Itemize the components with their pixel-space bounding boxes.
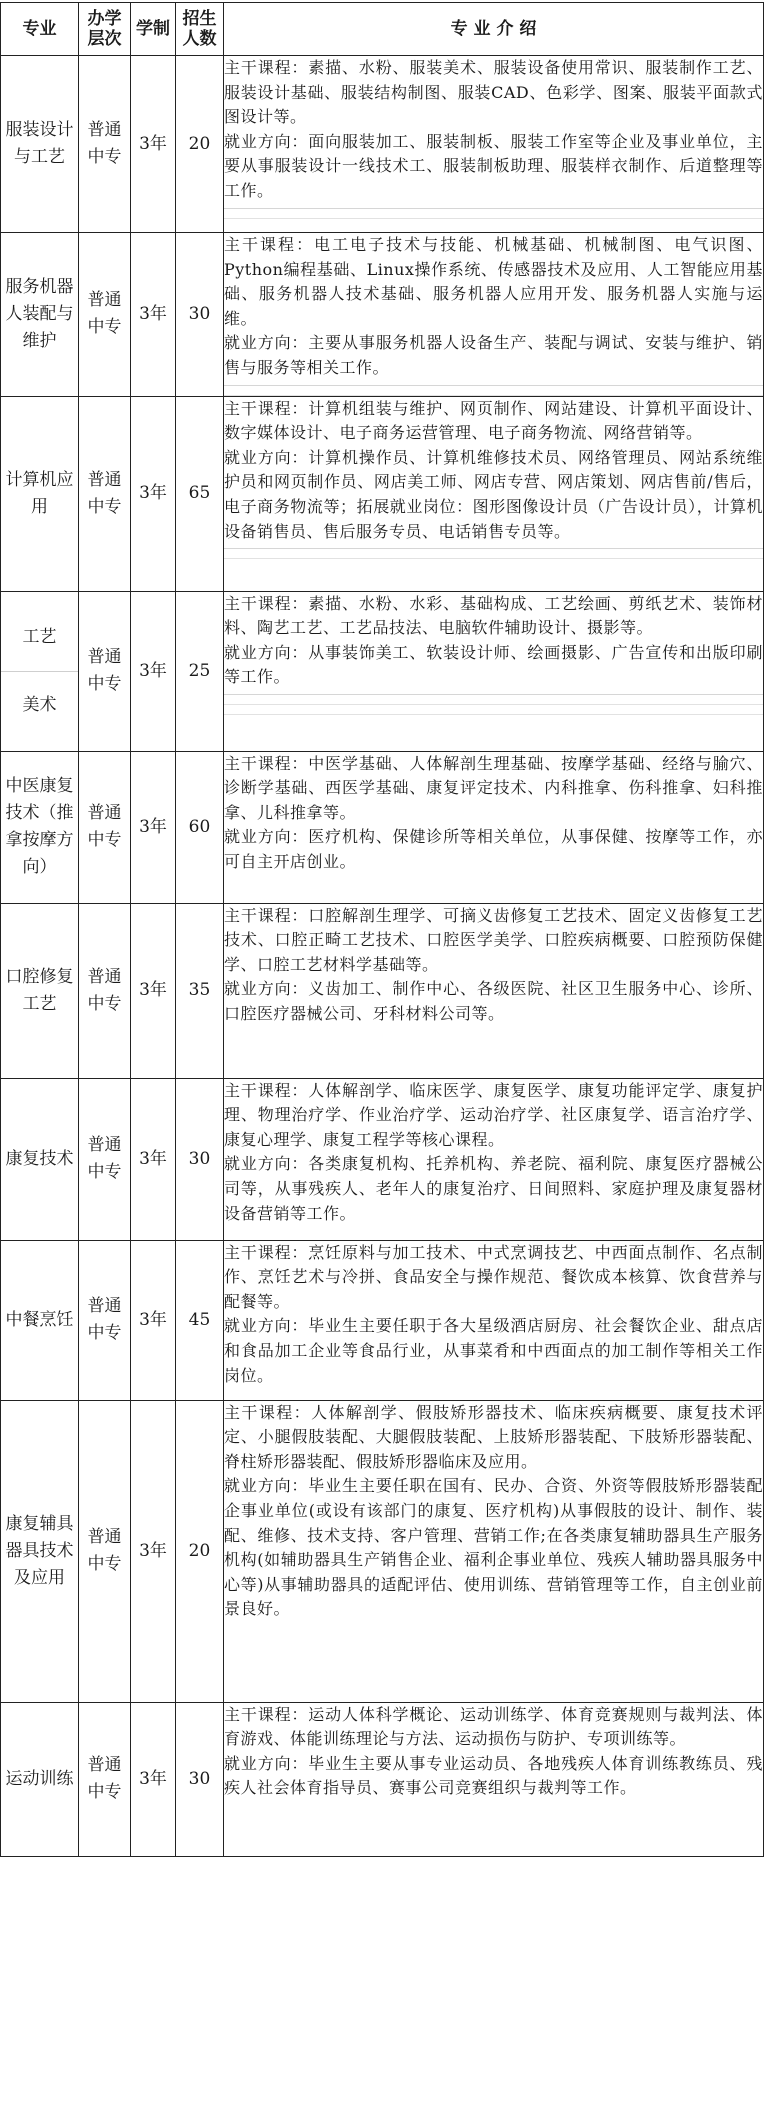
intro-cell <box>224 1240 764 1400</box>
major-name: 中医康复技术（推拿按摩方向） <box>1 751 79 903</box>
major-name: 服装设计与工艺 <box>1 56 79 233</box>
years: 3年 <box>131 751 176 903</box>
enrollment-table <box>0 2 764 1857</box>
level: 普通中专 <box>79 1078 131 1240</box>
intro-cell <box>224 1702 764 1856</box>
career-text: 就业方向：从事装饰美工、软装设计师、绘画摄影、广告宣传和出版印刷等工作。 <box>224 642 763 687</box>
major-name: 康复技术 <box>1 1078 79 1240</box>
years: 3年 <box>131 396 176 591</box>
intro-cell <box>224 56 764 233</box>
intro-cell <box>224 1078 764 1240</box>
major-name: 康复辅具器具技术及应用 <box>1 1400 79 1702</box>
major-name: 口腔修复工艺 <box>1 903 79 1078</box>
quota: 25 <box>176 591 224 751</box>
major-name: 计算机应用 <box>1 396 79 591</box>
blank-lines <box>224 208 763 219</box>
quota: 30 <box>176 1078 224 1240</box>
courses-text: 主干课程：中医学基础、人体解剖生理基础、按摩学基础、经络与腧穴、诊断学基础、西医学基础、康复评定技术、内科推拿、伤科推拿、妇科推拿、儿科推拿等。 <box>224 753 763 822</box>
courses-text: 主干课程：素描、水粉、服装美术、服装设备使用常识、服装制作工艺、服装设计基础、服装结构制图、服装CAD、色彩学、图案、服装平面款式图设计等。 <box>224 58 763 127</box>
years: 3年 <box>131 1400 176 1702</box>
level: 普通中专 <box>79 591 131 751</box>
quota: 30 <box>176 1702 224 1856</box>
level: 普通中专 <box>79 1400 131 1702</box>
years: 3年 <box>131 591 176 751</box>
level: 普通中专 <box>79 396 131 591</box>
years: 3年 <box>131 1702 176 1856</box>
years: 3年 <box>131 1078 176 1240</box>
intro-cell <box>224 591 764 751</box>
courses-text: 主干课程：素描、水粉、水彩、基础构成、工艺绘画、剪纸艺术、装饰材料、陶艺工艺、工艺品技法、电脑软件辅助设计、摄影等。 <box>224 593 763 638</box>
quota: 30 <box>176 233 224 397</box>
quota: 45 <box>176 1240 224 1400</box>
quota: 60 <box>176 751 224 903</box>
major-name <box>1 591 79 751</box>
table-row <box>1 233 764 397</box>
header-quota: 招生人数 <box>176 3 224 56</box>
table-row <box>1 1702 764 1856</box>
table-row <box>1 591 764 751</box>
courses-text: 主干课程：人体解剖学、假肢矫形器技术、临床疾病概要、康复技术评定、小腿假肢装配、大腿假肢装配、上肢矫形器装配、下肢矫形器装配、脊柱矫形器装配、假肢矫形器临床及应用。 <box>224 1402 763 1471</box>
courses-text: 主干课程：烹饪原料与加工技术、中式烹调技艺、中西面点制作、名点制作、烹饪艺术与冷拼、食品安全与操作规范、餐饮成本核算、饮食营养与配餐等。 <box>224 1242 763 1311</box>
quota: 65 <box>176 396 224 591</box>
level: 普通中专 <box>79 56 131 233</box>
quota: 35 <box>176 903 224 1078</box>
intro-cell <box>224 1400 764 1702</box>
table-row <box>1 56 764 233</box>
header-row <box>1 3 764 56</box>
quota: 20 <box>176 1400 224 1702</box>
blank-lines <box>224 694 763 715</box>
years: 3年 <box>131 56 176 233</box>
major-name-line-2: 美术 <box>22 694 57 715</box>
courses-text: 主干课程：口腔解剖生理学、可摘义齿修复工艺技术、固定义齿修复工艺技术、口腔正畸工艺技术、口腔医学美学、口腔疾病概要、口腔预防保健学、口腔工艺材料学基础等。 <box>224 905 763 974</box>
courses-text: 主干课程：运动人体科学概论、运动训练学、体育竞赛规则与裁判法、体育游戏、体能训练理论与方法、运动损伤与防护、专项训练等。 <box>224 1704 763 1749</box>
table-row <box>1 1078 764 1240</box>
career-text: 就业方向：毕业生主要任职在国有、民办、合资、外资等假肢矫形器装配企事业单位(或设有该部门的康复、医疗机构)从事假肢的设计、制作、装配、维修、技术支持、客户管理、营销工作;在各类康复辅助器具生产服务机构(如辅助器具生产销售企业、福利企事业单位、残疾人辅助器具服务中心等)从事辅助器具的适配评估、使用训练、营销管理等工作，自主创业前景良好。 <box>224 1476 763 1619</box>
table-row <box>1 751 764 903</box>
years: 3年 <box>131 903 176 1078</box>
table-row <box>1 903 764 1078</box>
years: 3年 <box>131 1240 176 1400</box>
major-name-line-1: 工艺 <box>22 626 57 647</box>
courses-text: 主干课程：电工电子技术与技能、机械基础、机械制图、电气识图、Python编程基础、Linux操作系统、传感器技术及应用、人工智能应用基础、服务机器人技术基础、服务机器人应用开发、服务机器人实施与运维。 <box>224 235 763 328</box>
header-years: 学制 <box>131 3 176 56</box>
intro-cell <box>224 396 764 591</box>
career-text: 就业方向：医疗机构、保健诊所等相关单位，从事保健、按摩等工作，亦可自主开店创业。 <box>224 827 763 871</box>
intro-cell <box>224 903 764 1078</box>
career-text: 就业方向：计算机操作员、计算机维修技术员、网络管理员、网站系统维护员和网页制作员、网店美工师、网店专营、网店策划、网店售前/售后，电子商务物流等；拓展就业岗位：图形图像设计员（广告设计员），计算机设备销售员、售后服务专员、电话销售专员等。 <box>224 447 763 541</box>
years: 3年 <box>131 233 176 397</box>
career-text: 就业方向：面向服装加工、服装制板、服装工作室等企业及事业单位，主要从事服装设计一线技术工、服装制板助理、服装样衣制作、后道整理等工作。 <box>224 131 763 200</box>
major-name: 服务机器人装配与维护 <box>1 233 79 397</box>
level: 普通中专 <box>79 1702 131 1856</box>
intro-cell <box>224 233 764 397</box>
table-row <box>1 1240 764 1400</box>
table-row <box>1 396 764 591</box>
divider <box>1 671 78 672</box>
intro-cell <box>224 751 764 903</box>
quota: 20 <box>176 56 224 233</box>
header-major: 专业 <box>1 3 79 56</box>
courses-text: 主干课程：计算机组装与维护、网页制作、网站建设、计算机平面设计、数字媒体设计、电子商务运营管理、电子商务物流、网络营销等。 <box>224 398 763 443</box>
level: 普通中专 <box>79 903 131 1078</box>
major-name: 中餐烹饪 <box>1 1240 79 1400</box>
header-intro: 专 业 介 绍 <box>224 3 764 56</box>
career-text: 就业方向：主要从事服务机器人设备生产、装配与调试、安装与维护、销售与服务等相关工作。 <box>224 333 763 377</box>
level: 普通中专 <box>79 751 131 903</box>
career-text: 就业方向：各类康复机构、托养机构、养老院、福利院、康复医疗器械公司等，从事残疾人、老年人的康复治疗、日间照料、家庭护理及康复器材设备营销等工作。 <box>224 1154 763 1223</box>
major-name: 运动训练 <box>1 1702 79 1856</box>
blank-lines <box>224 385 763 396</box>
career-text: 就业方向：毕业生主要任职于各大星级酒店厨房、社会餐饮企业、甜点店和食品加工企业等食品行业，从事菜肴和中西面点的加工制作等相关工作岗位。 <box>224 1316 763 1385</box>
career-text: 就业方向：毕业生主要从事专业运动员、各地残疾人体育训练教练员、残疾人社会体育指导员、赛事公司竞赛组织与裁判等工作。 <box>224 1753 763 1798</box>
career-text: 就业方向：义齿加工、制作中心、各级医院、社区卫生服务中心、诊所、口腔医疗器械公司、牙科材料公司等。 <box>224 979 763 1023</box>
table-row <box>1 1400 764 1702</box>
level: 普通中专 <box>79 233 131 397</box>
blank-lines <box>224 548 763 559</box>
header-level: 办学层次 <box>79 3 131 56</box>
courses-text: 主干课程：人体解剖学、临床医学、康复医学、康复功能评定学、康复护理、物理治疗学、作业治疗学、运动治疗学、社区康复学、语言治疗学、康复心理学、康复工程学等核心课程。 <box>224 1080 763 1149</box>
level: 普通中专 <box>79 1240 131 1400</box>
